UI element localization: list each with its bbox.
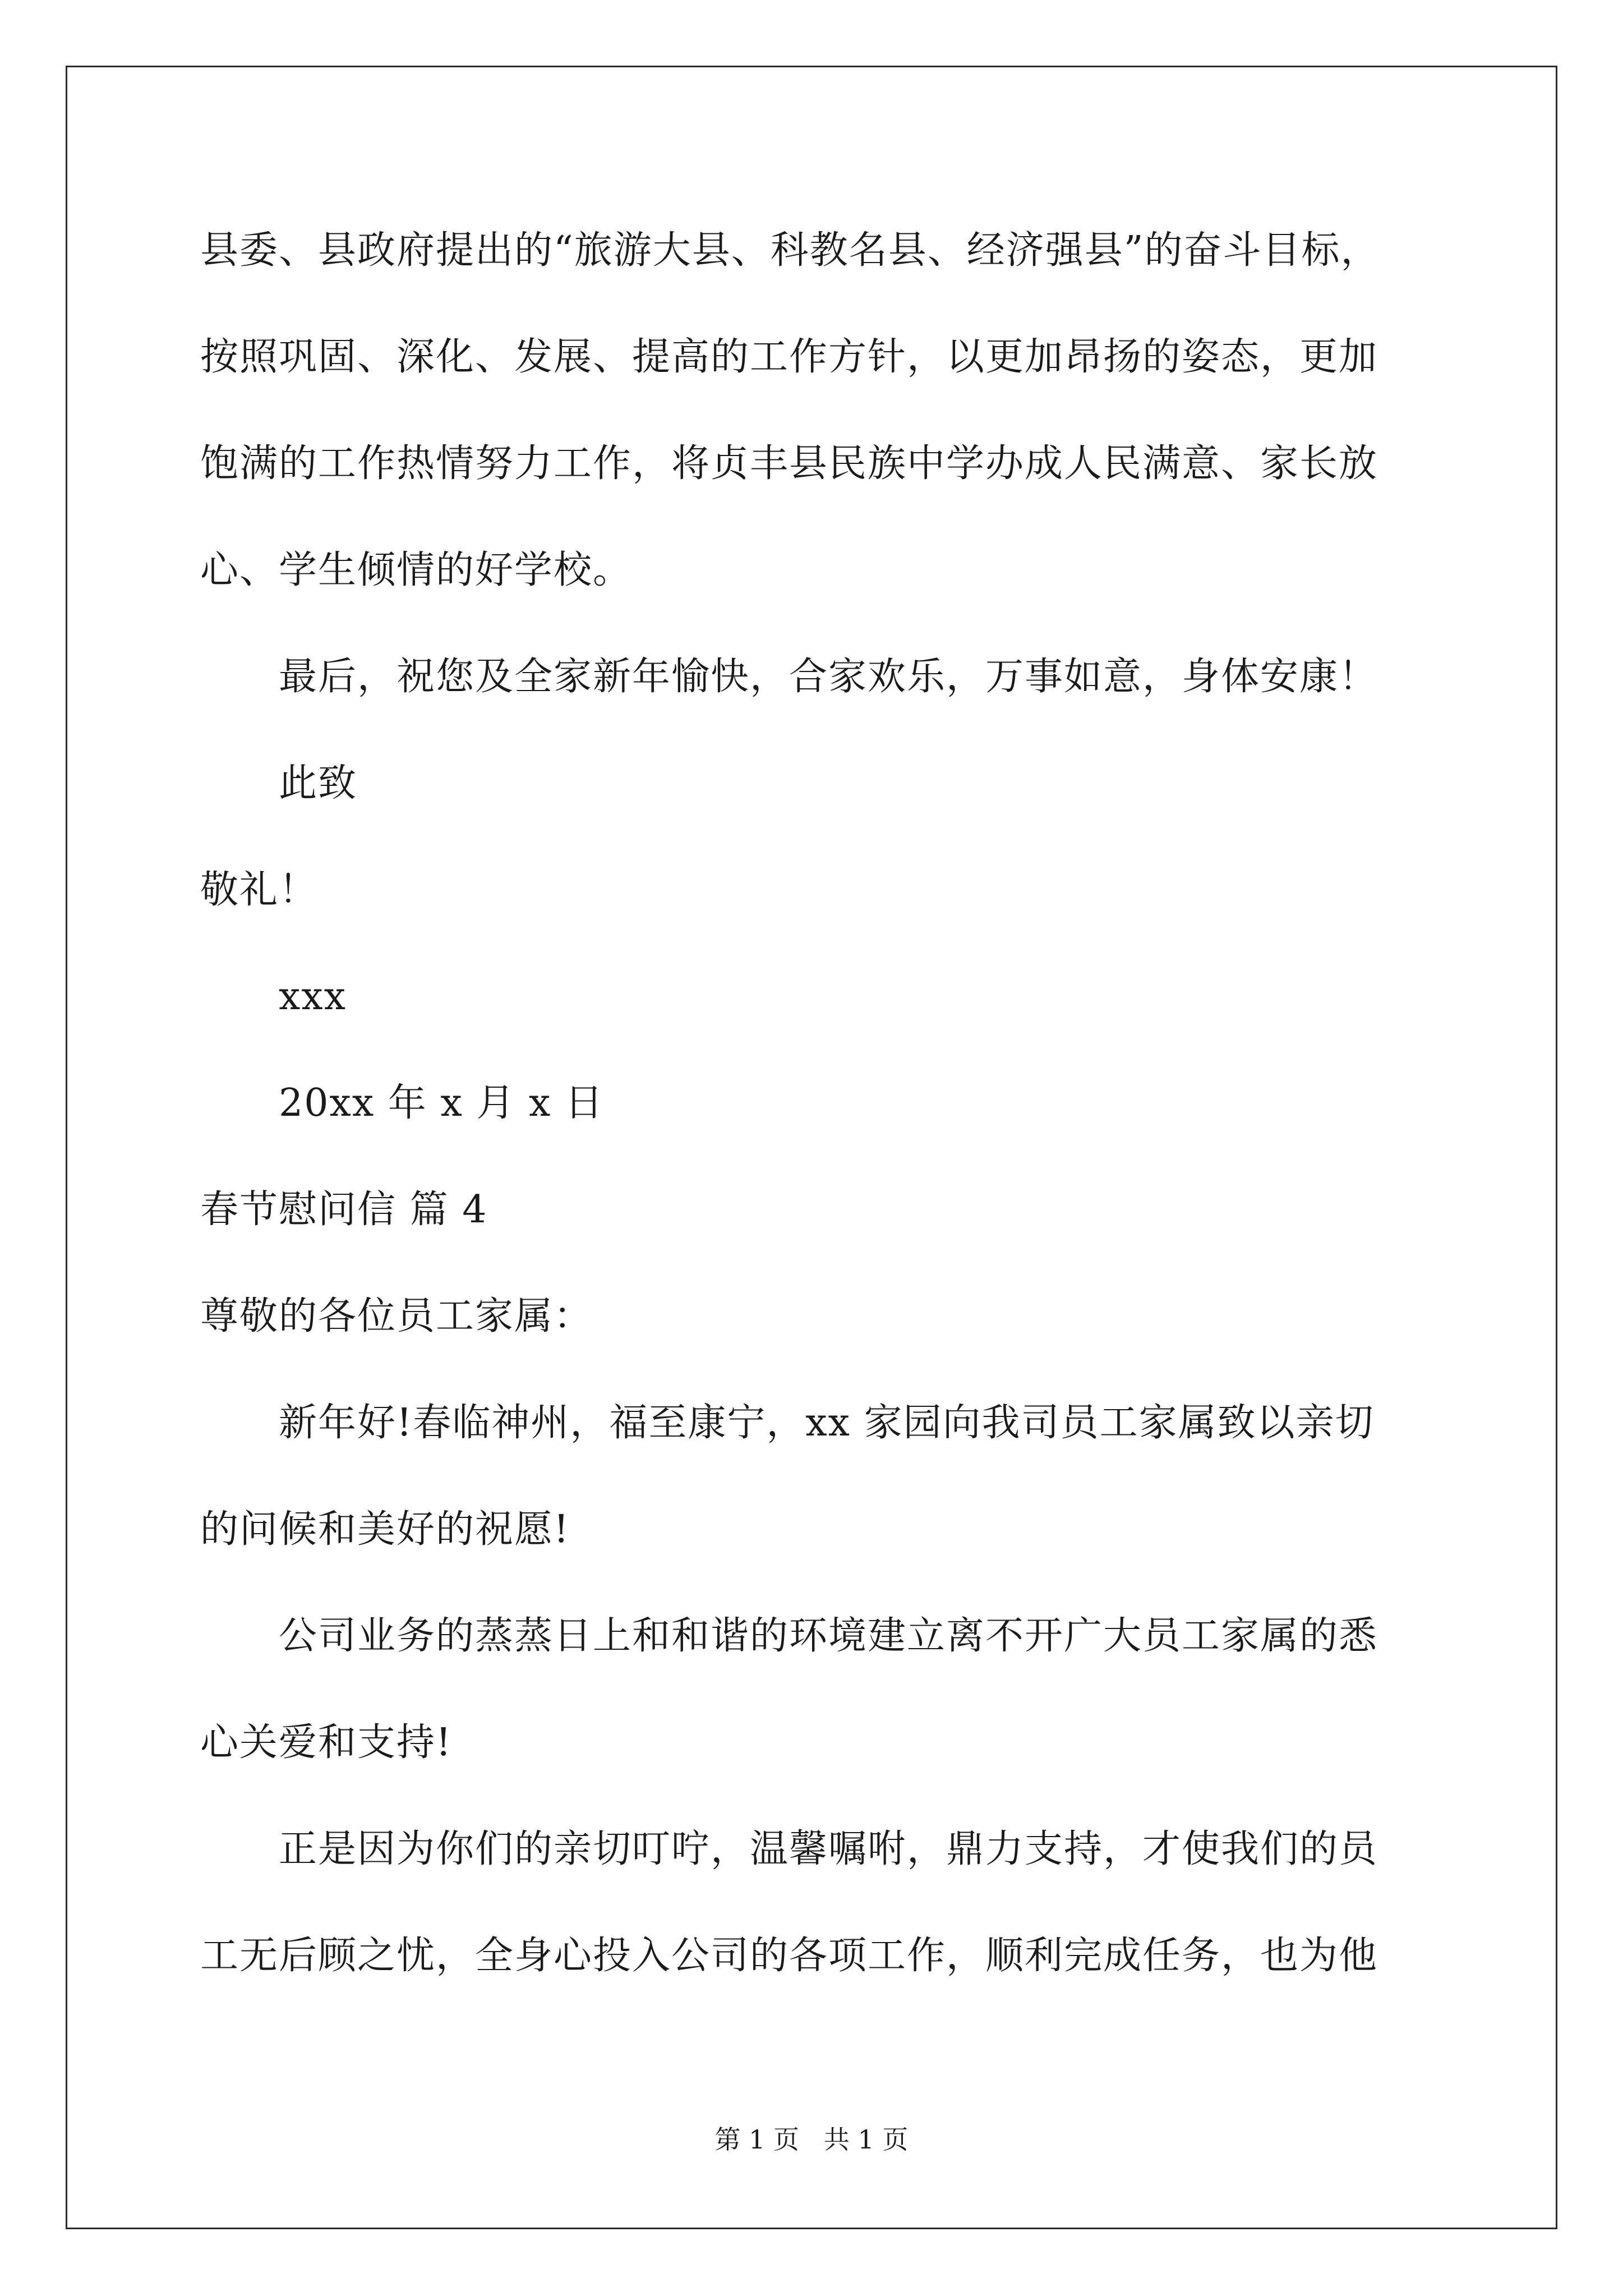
paragraph-line: 饱满的工作热情努力工作，将贞丰县民族中学办成人民满意、家长放: [200, 441, 1378, 486]
paragraph-line: 按照巩固、深化、发展、提高的工作方针，以更加昂扬的姿态，更加: [200, 335, 1378, 379]
paragraph-line: 的问候和美好的祝愿!: [200, 1507, 570, 1552]
signature: xxx: [279, 974, 347, 1019]
paragraph-line: 心、学生倾情的好学校。: [200, 548, 633, 592]
salutation-cizhi: 此致: [279, 761, 358, 806]
greeting: 尊敬的各位员工家属：: [200, 1294, 593, 1338]
page-border: [66, 66, 1557, 2229]
section-heading: 春节慰问信 篇 4: [200, 1188, 488, 1232]
closing-wishes: 最后，祝您及全家新年愉快，合家欢乐，万事如意，身体安康！: [279, 655, 1378, 699]
paragraph-line: 工无后顾之忧，全身心投入公司的各项工作，顺利完成任务，也为他: [200, 1934, 1378, 1978]
salutation-jingli: 敬礼！: [200, 868, 319, 912]
page-footer: 第 1 页 共 1 页: [714, 2124, 909, 2155]
paragraph-line: 公司业务的蒸蒸日上和和谐的环境建立离不开广大员工家属的悉: [279, 1614, 1378, 1658]
paragraph-line: 县委、县政府提出的“旅游大县、科教名县、经济强县”的奋斗目标，: [200, 228, 1380, 273]
paragraph-line: 心关爱和支持!: [200, 1720, 453, 1765]
date-line: 20xx 年 x 月 x 日: [279, 1081, 605, 1125]
paragraph-line: 新年好!春临神州，福至康宁，xx 家园向我司员工家属致以亲切: [279, 1401, 1375, 1445]
paragraph-line: 正是因为你们的亲切叮咛，温馨嘱咐，鼎力支持，才使我们的员: [279, 1827, 1378, 1871]
